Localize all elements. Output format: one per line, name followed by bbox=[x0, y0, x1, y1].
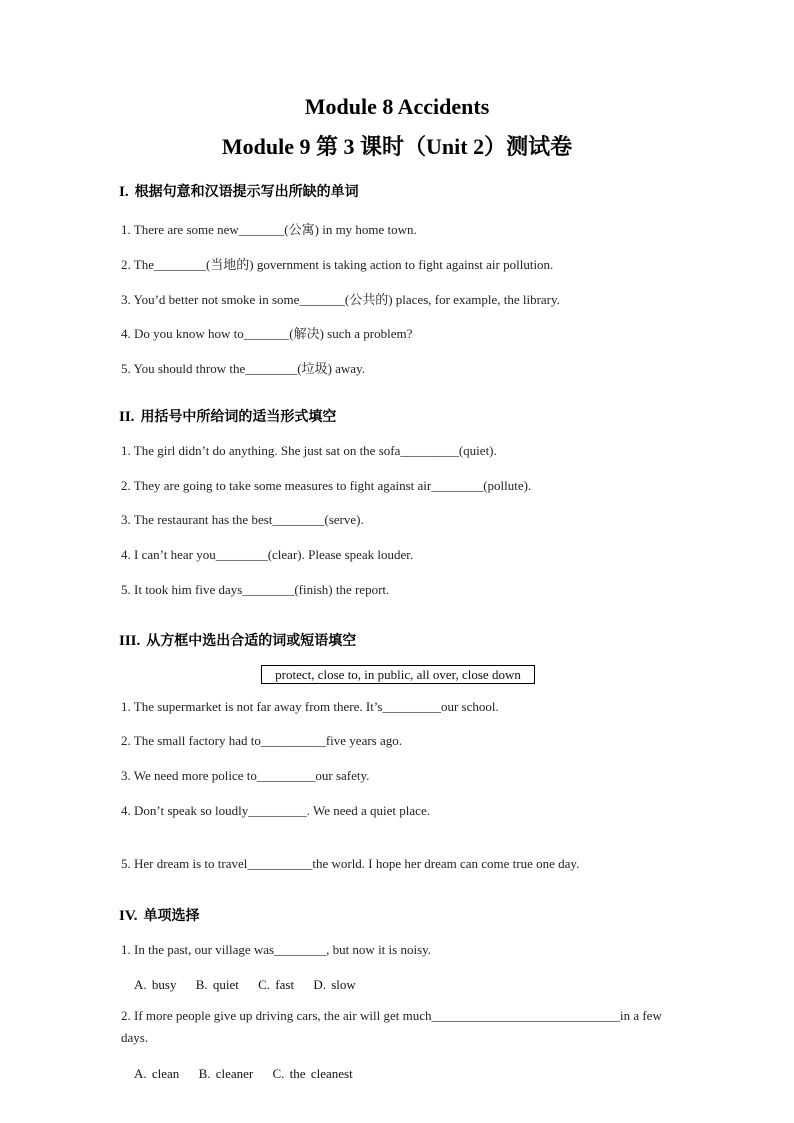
section-title: 从方框中选出合适的词或短语填空 bbox=[146, 633, 357, 649]
question-stem: 1. In the past, our village was________, but now it is noisy. bbox=[121, 942, 432, 957]
question-line: 4. Do you know how to_______(解决) such a problem? bbox=[121, 326, 413, 341]
section-number: IV. bbox=[119, 908, 138, 924]
question-line: 1. The supermarket is not far away from there. It’s_________our school. bbox=[121, 699, 499, 714]
question-line: 1. The girl didn’t do anything. She just sat on the sofa_________(quiet). bbox=[121, 443, 497, 458]
section-title: 单项选择 bbox=[143, 908, 200, 924]
question-line: 3. The restaurant has the best________(serve). bbox=[121, 512, 364, 527]
section-4-heading bbox=[119, 905, 200, 925]
question-line: 4. I can’t hear you________(clear). Please speak louder. bbox=[121, 547, 414, 562]
question-stem: 2. If more people give up driving cars, the air will get much_____________________________in a few days. bbox=[121, 1008, 662, 1045]
option-c: C. fast bbox=[258, 977, 295, 992]
option-a: A. clean bbox=[134, 1066, 180, 1081]
answer-options bbox=[134, 1066, 367, 1082]
section-title: 用括号中所给词的适当形式填空 bbox=[140, 409, 337, 425]
option-d: D. slow bbox=[313, 977, 356, 992]
word-bank-box: protect, close to, in public, all over, close down bbox=[261, 665, 535, 684]
page-title: Module 8 Accidents bbox=[304, 94, 490, 119]
page-subtitle: Module 9 第 3 课时（Unit 2）测试卷 bbox=[221, 134, 573, 159]
section-1-heading bbox=[119, 181, 359, 201]
option-a: A. busy bbox=[134, 977, 177, 992]
question-line: 3. We need more police to_________our safety. bbox=[121, 768, 370, 783]
section-number: II. bbox=[119, 409, 135, 425]
question-line: 2. The small factory had to__________five years ago. bbox=[121, 733, 402, 748]
section-2-heading bbox=[119, 406, 336, 426]
question-line: 5. You should throw the________(垃圾) away. bbox=[121, 361, 365, 376]
section-number: III. bbox=[119, 633, 141, 649]
question-line: 5. Her dream is to travel__________the world. I hope her dream can come true one day. bbox=[121, 856, 580, 871]
question-line: 3. You’d better not smoke in some_______(公共的) places, for example, the library. bbox=[121, 292, 560, 307]
section-number: I. bbox=[119, 184, 129, 200]
section-title: 根据句意和汉语提示写出所缺的单词 bbox=[134, 184, 359, 200]
option-b: B. cleaner bbox=[198, 1066, 254, 1081]
option-c: C. the cleanest bbox=[272, 1066, 353, 1081]
question-line: 5. It took him five days________(finish) the report. bbox=[121, 582, 390, 597]
section-3-heading bbox=[119, 630, 356, 650]
question-line: 2. The________(当地的) government is taking action to fight against air pollution. bbox=[121, 257, 554, 272]
option-b: B. quiet bbox=[195, 977, 239, 992]
question-line: 4. Don’t speak so loudly_________. We need a quiet place. bbox=[121, 803, 430, 818]
question-line: 1. There are some new_______(公寓) in my home town. bbox=[121, 222, 417, 237]
answer-options bbox=[134, 977, 370, 993]
question-line: 2. They are going to take some measures to fight against air________(pollute). bbox=[121, 478, 532, 493]
